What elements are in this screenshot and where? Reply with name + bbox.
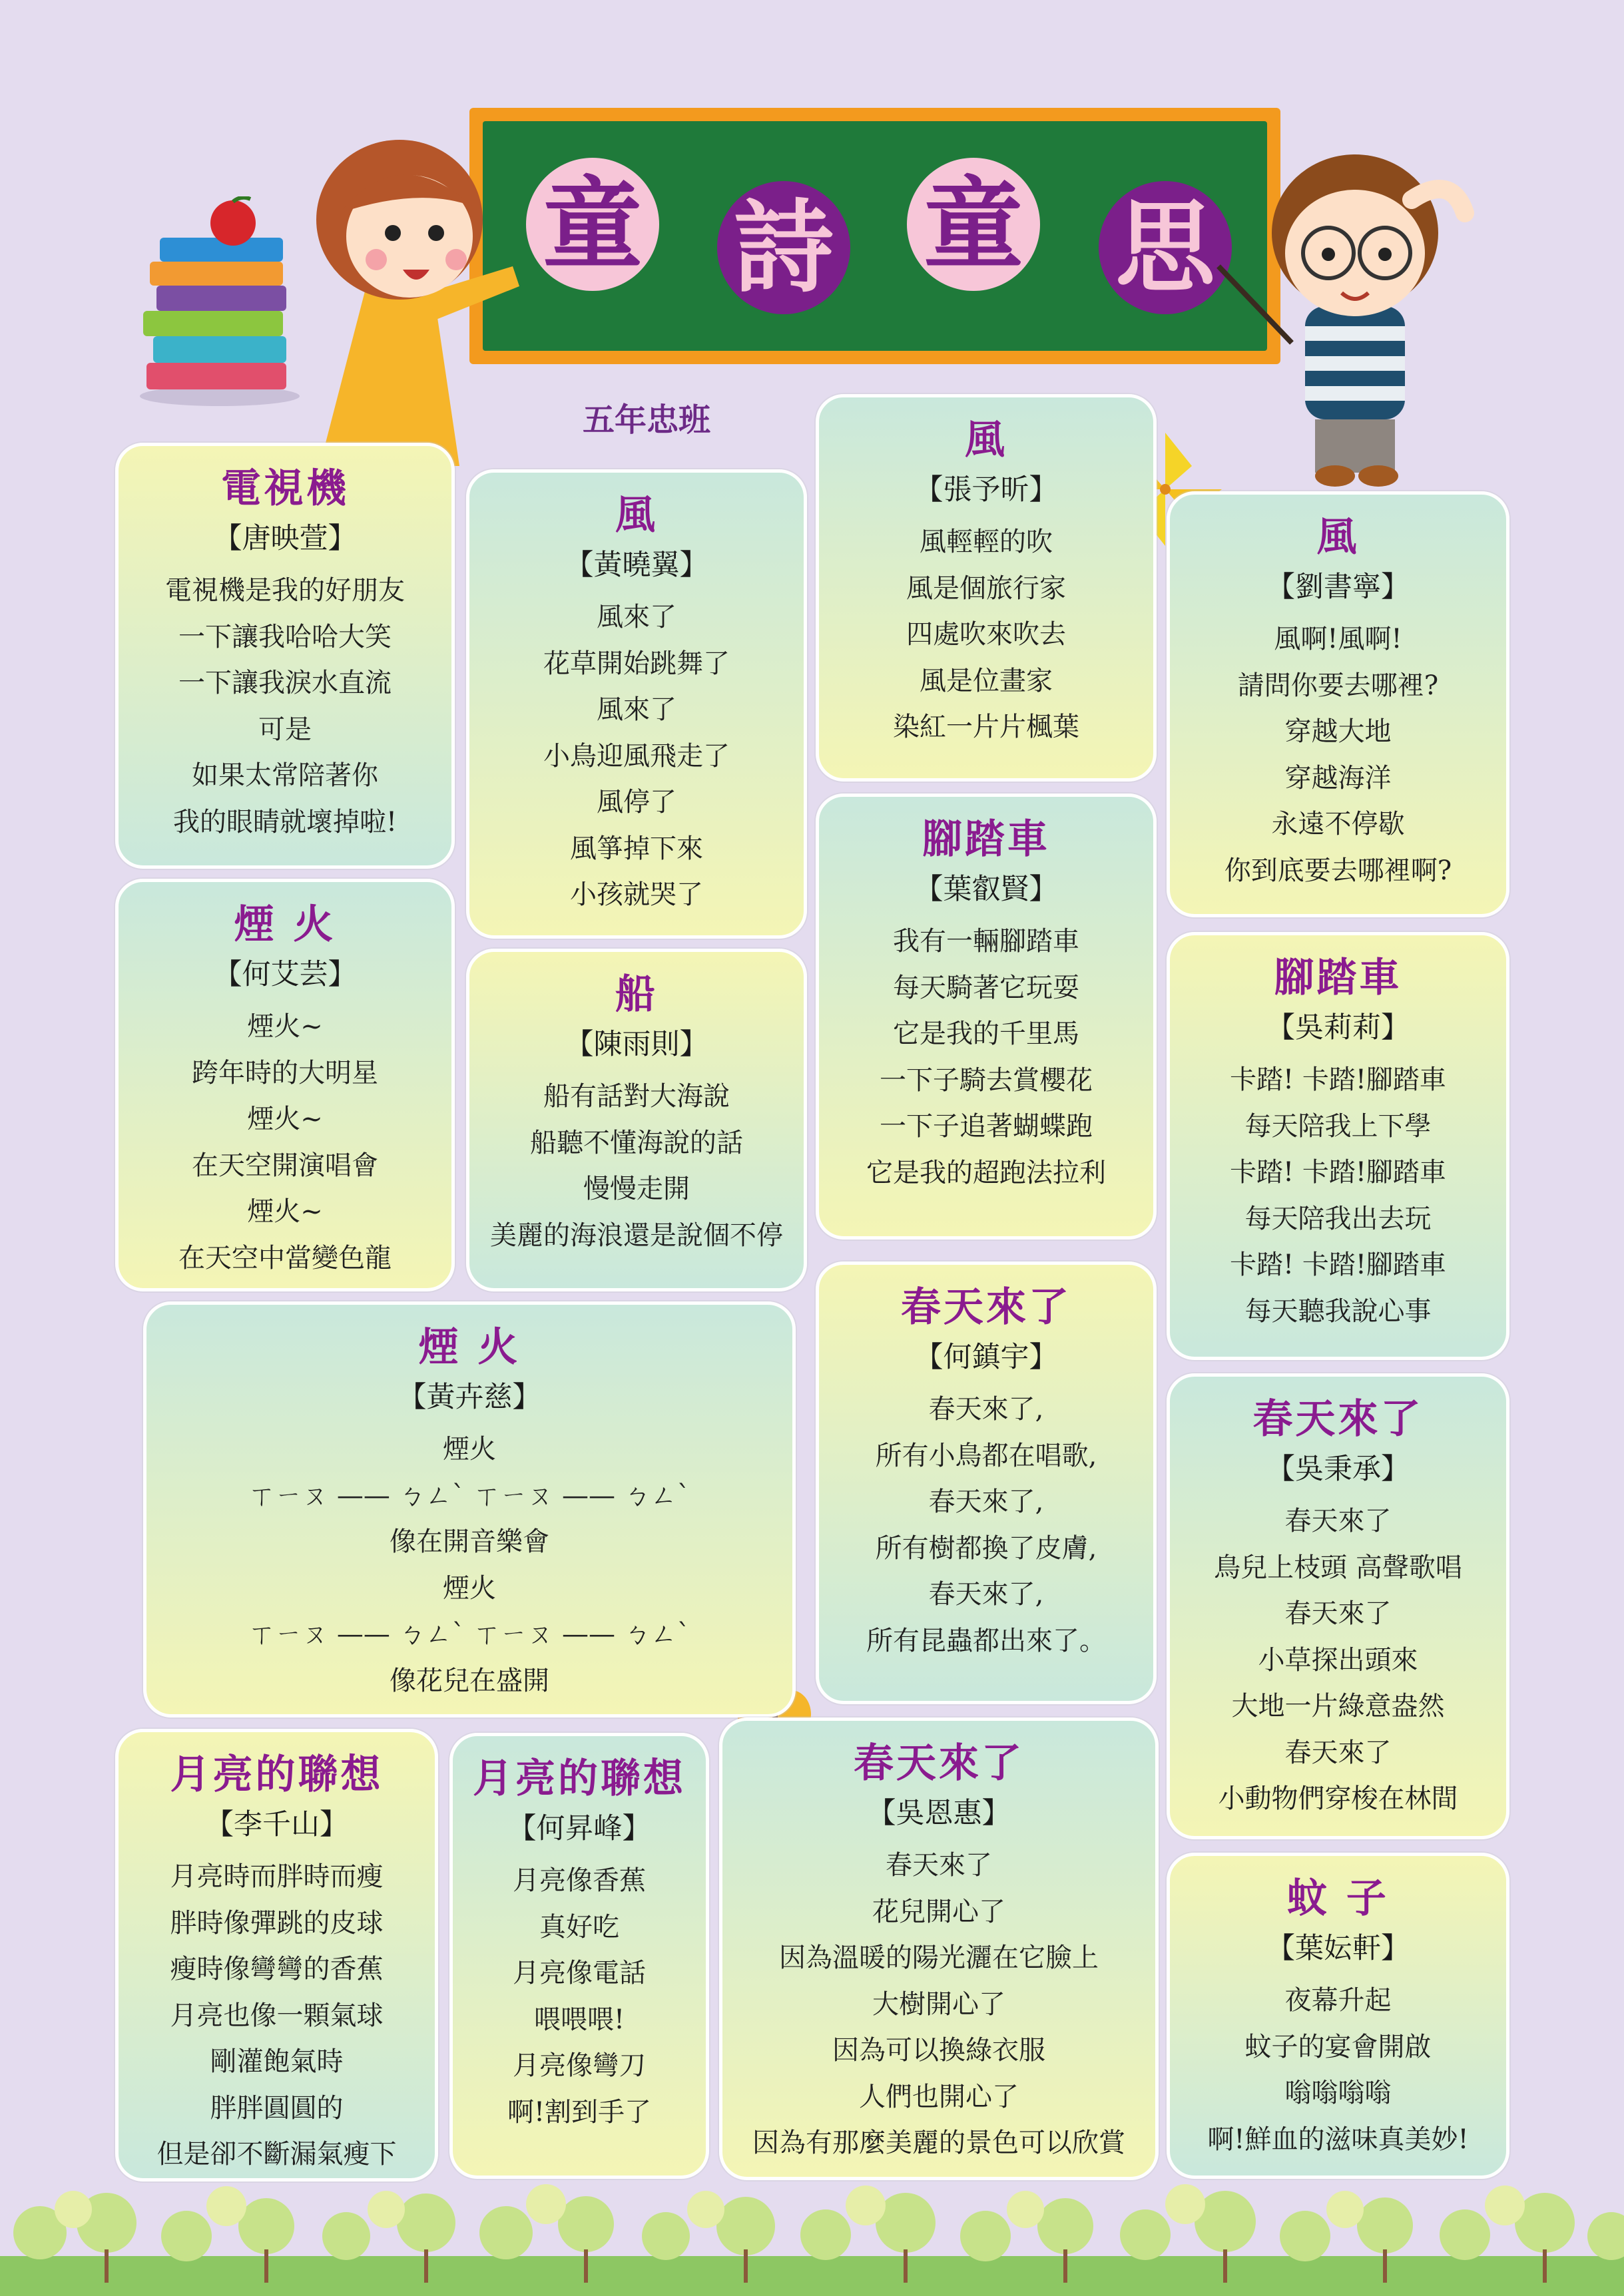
poem-line: 蚊子的宴會開啟	[1244, 2031, 1432, 2062]
poem-line: 慢慢走開	[583, 1174, 690, 1204]
blackboard-surface	[483, 121, 1267, 351]
poem-line: 春天來了,	[928, 1394, 1044, 1425]
poem-title: 春天來了	[1252, 1396, 1424, 1443]
poem-author: 【吳秉承】	[1266, 1453, 1410, 1486]
poem-line: 在天空中當變色龍	[178, 1242, 392, 1273]
poem-line: 卡踏! 卡踏!腳踏車	[1230, 1064, 1446, 1095]
poem-line: 所有小鳥都在唱歌,	[875, 1440, 1097, 1471]
poem-line: 因為可以換綠衣服	[832, 2035, 1045, 2066]
poem-card	[816, 1262, 1157, 1704]
poem-author: 【黃卉慈】	[398, 1381, 541, 1414]
poem-line: 春天來了	[1284, 1506, 1392, 1536]
poem-card	[719, 1718, 1159, 2180]
poem-line: 小孩就哭了	[570, 879, 703, 910]
poem-line: 煙火	[443, 1572, 496, 1604]
poem-title: 船	[615, 971, 658, 1018]
poem-line: 風停了	[597, 787, 677, 817]
poem-line: 月亮也像一顆氣球	[170, 2000, 384, 2031]
poem-line: 風啊!風啊!	[1274, 624, 1402, 654]
poem-line: 像花兒在盛開	[390, 1665, 549, 1696]
poem-author: 【唐映萱】	[213, 522, 357, 555]
poem-line: 染紅一片片楓葉	[893, 712, 1079, 742]
poem-line: 花草開始跳舞了	[543, 648, 730, 679]
poem-line: 大樹開心了	[872, 1988, 1005, 2020]
poem-line: 風箏掉下來	[570, 833, 703, 864]
poem-title: 月亮的聯想	[473, 1755, 686, 1802]
poem-author: 【陳雨則】	[565, 1028, 708, 1061]
poem-title: 春天來了	[901, 1284, 1071, 1331]
poem-line: 我有一輛腳踏車	[893, 926, 1079, 957]
poem-line: 啊!鮮血的滋味真美妙!	[1207, 2124, 1469, 2155]
poem-line: 風是位畫家	[920, 665, 1053, 696]
apple-icon	[210, 200, 256, 246]
poem-author: 【吳恩惠】	[867, 1797, 1011, 1830]
poem-line: 胖胖圓圓的	[210, 2092, 344, 2124]
title-char-2: 詩	[717, 181, 850, 314]
poem-author: 【張予昕】	[914, 473, 1058, 507]
poem-author: 【吳莉莉】	[1266, 1011, 1410, 1044]
poem-line: 每天聽我說心事	[1244, 1295, 1432, 1327]
poem-line: ㄒㄧㄡ —— ㄅㄥˋ ㄒㄧㄡ —— ㄅㄥˋ	[248, 1480, 690, 1511]
poem-card	[1167, 1373, 1509, 1839]
poem-line: 每天騎著它玩耍	[893, 972, 1079, 1003]
poem-line: 穿越海洋	[1284, 762, 1392, 794]
poem-line: 春天來了	[1284, 1737, 1392, 1768]
title-blackboard	[469, 108, 1280, 364]
poem-card	[816, 794, 1157, 1240]
poem-line: 月亮時而胖時而瘦	[170, 1861, 384, 1892]
poem-line: 喂喂喂!	[533, 2004, 625, 2035]
poem-line: 每天陪我出去玩	[1244, 1203, 1432, 1234]
poem-line: ㄒㄧㄡ —— ㄅㄥˋ ㄒㄧㄡ —— ㄅㄥˋ	[248, 1619, 690, 1650]
poem-line: 小草探出頭來	[1258, 1644, 1418, 1676]
poem-card	[449, 1733, 709, 2179]
poem-line: 卡踏! 卡踏!腳踏車	[1230, 1157, 1446, 1188]
poem-author: 【何昇峰】	[507, 1812, 651, 1845]
poem-card	[143, 1301, 796, 1718]
poem-line: 風是個旅行家	[906, 573, 1066, 604]
poem-line: 一下子騎去賞櫻花	[880, 1064, 1093, 1096]
title-char-1: 童	[526, 158, 659, 291]
poem-line: 大地一片綠意盎然	[1231, 1691, 1445, 1722]
poem-title: 風	[1316, 514, 1360, 561]
poem-line: 如果太常陪著你	[192, 760, 378, 791]
poem-line: 人們也開心了	[859, 2081, 1019, 2112]
poem-line: 電視機是我的好朋友	[165, 575, 405, 606]
poem-title: 春天來了	[854, 1740, 1024, 1787]
title-char-3: 童	[907, 158, 1040, 291]
poem-author: 【何艾芸】	[213, 958, 357, 991]
poem-line: 跨年時的大明星	[192, 1057, 378, 1088]
title-char-4: 思	[1099, 181, 1232, 314]
poem-line: 所有樹都換了皮膚,	[875, 1532, 1097, 1564]
poem-title: 電視機	[221, 465, 349, 512]
poem-line: 一下讓我淚水直流	[178, 668, 392, 698]
poem-card	[115, 1729, 438, 2181]
book-stack-icon	[133, 196, 313, 409]
poem-line: 春天來了	[1284, 1598, 1392, 1629]
poem-line: 在天空開演唱會	[192, 1150, 378, 1181]
poem-author: 【李千山】	[205, 1808, 348, 1841]
poem-card	[1167, 1853, 1509, 2179]
poem-author: 【葉叡賢】	[914, 873, 1058, 906]
poem-line: 煙火~	[247, 1104, 323, 1134]
poem-line: 每天陪我上下學	[1244, 1110, 1432, 1142]
poem-line: 所有昆蟲都出來了。	[866, 1625, 1106, 1656]
poem-line: 春天來了,	[928, 1487, 1044, 1517]
poem-line: 小動物們穿梭在林間	[1218, 1783, 1458, 1814]
poem-line: 船有話對大海說	[543, 1081, 730, 1112]
poem-card	[466, 469, 807, 939]
poem-line: 月亮像彎刀	[513, 2050, 646, 2081]
poem-author: 【劉書寧】	[1266, 571, 1410, 604]
poem-card	[816, 394, 1157, 782]
poem-line: 啊!割到手了	[507, 2096, 652, 2128]
poem-card	[115, 443, 455, 869]
poem-line: 夜幕升起	[1284, 1985, 1392, 2016]
boy-cartoon	[1192, 113, 1491, 493]
poem-author: 【何鎮宇】	[914, 1341, 1058, 1374]
poem-line: 月亮像電話	[513, 1958, 646, 1988]
poem-line: 船聽不懂海說的話	[530, 1127, 743, 1158]
poem-card	[1167, 491, 1509, 917]
poem-line: 煙火~	[247, 1196, 323, 1227]
poem-line: 穿越大地	[1284, 716, 1392, 747]
poem-card	[1167, 932, 1509, 1360]
poem-line: 因為溫暖的陽光灑在它臉上	[779, 1943, 1099, 1973]
poem-line: 月亮像香蕉	[513, 1865, 646, 1896]
poem-author: 【葉妘軒】	[1266, 1932, 1410, 1965]
poem-line: 但是卻不斷漏氣瘦下	[156, 2139, 397, 2170]
poem-line: 風來了	[597, 694, 677, 725]
poem-line: 卡踏! 卡踏!腳踏車	[1230, 1250, 1446, 1280]
poem-line: 我的眼睛就壞掉啦!	[172, 806, 398, 837]
poem-line: 因為有那麼美麗的景色可以欣賞	[752, 2128, 1125, 2158]
poem-title: 煙 火	[234, 901, 336, 948]
poem-line: 花兒開心了	[872, 1896, 1005, 1927]
poem-line: 胖時像彈跳的皮球	[170, 1907, 384, 1939]
poem-line: 春天來了,	[928, 1579, 1044, 1610]
poem-line: 剛灌飽氣時	[210, 2046, 344, 2077]
poem-line: 它是我的超跑法拉利	[866, 1157, 1106, 1188]
poem-line: 你到底要去哪裡啊?	[1224, 855, 1452, 886]
poem-title: 蚊 子	[1287, 1875, 1389, 1922]
tree-row	[0, 2170, 1624, 2296]
poem-line: 可是	[258, 714, 312, 745]
poem-line: 煙火	[443, 1434, 496, 1465]
poem-title: 風	[965, 417, 1007, 463]
poem-title: 風	[615, 492, 658, 539]
poem-line: 一下讓我哈哈大笑	[178, 621, 392, 652]
poem-line: 真好吃	[539, 1911, 619, 1943]
poem-line: 像在開音樂會	[390, 1526, 549, 1557]
poem-line: 鳥兒上枝頭 高聲歌唱	[1214, 1552, 1462, 1583]
poem-line: 四處吹來吹去	[906, 619, 1066, 650]
poem-line: 美麗的海浪還是說個不停	[490, 1220, 783, 1251]
poem-line: 嗡嗡嗡嗡	[1284, 2078, 1392, 2108]
poem-title: 腳踏車	[922, 816, 1050, 863]
poem-line: 一下子追著蝴蝶跑	[880, 1111, 1093, 1142]
poem-line: 永遠不停歇	[1271, 809, 1405, 839]
poem-line: 小鳥迎風飛走了	[543, 740, 730, 772]
girl-cartoon	[293, 120, 533, 493]
poem-line: 它是我的千里馬	[893, 1019, 1079, 1049]
poem-line: 風輕輕的吹	[920, 527, 1053, 557]
class-label: 五年忠班	[583, 401, 711, 439]
poem-author: 【黃曉翼】	[565, 549, 708, 582]
poem-line: 春天來了	[886, 1850, 992, 1881]
poem-card	[466, 949, 807, 1291]
poem-line: 風來了	[597, 602, 677, 632]
poem-line: 煙火~	[247, 1011, 323, 1042]
poem-card	[115, 879, 455, 1291]
poem-line: 瘦時像彎彎的香蕉	[170, 1954, 384, 1984]
poem-title: 腳踏車	[1274, 955, 1402, 1001]
poem-title: 月亮的聯想	[170, 1751, 384, 1798]
poem-title: 煙 火	[418, 1324, 521, 1371]
poem-line: 請問你要去哪裡?	[1237, 670, 1439, 701]
